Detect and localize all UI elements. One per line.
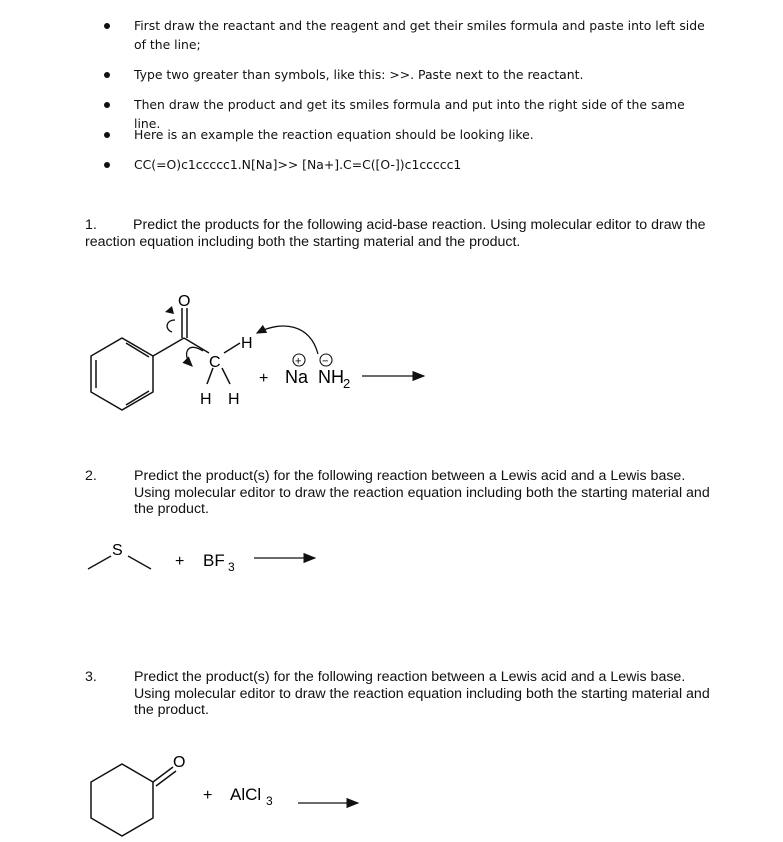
negative-charge: − — [322, 355, 329, 368]
reaction-diagram-1 — [0, 280, 783, 430]
oxygen-atom: O — [173, 754, 186, 771]
curved-arrow-icon — [165, 306, 174, 314]
curved-arrow-icon — [257, 326, 318, 354]
hydrogen-atom: H — [241, 335, 253, 352]
plus-sign: + — [203, 787, 213, 804]
instruction-text: Then draw the product and get its smiles formula and put into the right side of the same line. — [134, 97, 685, 131]
positive-charge: + — [295, 355, 302, 368]
plus-sign: + — [175, 553, 185, 570]
question-number: 2. — [85, 468, 97, 484]
subscript: 2 — [343, 376, 351, 391]
sodium-cation: Na — [285, 367, 309, 387]
question-1 — [85, 217, 725, 250]
bullet-icon — [104, 132, 110, 138]
instruction-text: Here is an example the reaction equation should be looking like. — [134, 127, 534, 142]
question-number: 1. — [85, 217, 97, 233]
amide-anion: NH — [318, 367, 344, 387]
bullet-icon — [104, 23, 110, 29]
subscript: 3 — [266, 794, 273, 808]
bullet-icon — [104, 72, 110, 78]
reaction-diagram-3 — [0, 745, 783, 842]
instruction-text: Type two greater than symbols, like this: >>. Paste next to the reactant. — [134, 67, 584, 82]
plus-sign: + — [259, 370, 269, 387]
carbon-atom: C — [209, 354, 221, 371]
question-text: Predict the products for the following acid-base reaction. Using molecular editor to draw the reaction equation including both the starting material and the product. — [85, 217, 706, 250]
hydrogen-atom: H — [200, 391, 212, 408]
oxygen-atom: O — [178, 293, 191, 310]
question-number: 3. — [85, 669, 97, 685]
instruction-text: First draw the reactant and the reagent and get their smiles formula and paste into left side of the line; — [134, 18, 705, 52]
question-text: Predict the product(s) for the following reaction between a Lewis acid and a Lewis base. Using molecular editor to draw the reaction equation including both the starting material and the product. — [134, 669, 710, 718]
reaction-diagram-2 — [0, 535, 783, 585]
hydrogen-atom: H — [228, 391, 240, 408]
bullet-icon — [104, 102, 110, 108]
aluminum-chloride: AlCl — [230, 785, 262, 804]
curved-arrow-icon — [167, 320, 175, 332]
sulfur-atom: S — [112, 542, 123, 559]
cyclohexanone-ring — [91, 764, 176, 836]
boron-trifluoride: BF — [203, 551, 225, 570]
subscript: 3 — [228, 560, 235, 574]
benzene-ring — [91, 338, 153, 410]
bullet-icon — [104, 162, 110, 168]
question-text: Predict the product(s) for the following reaction between a Lewis acid and a Lewis base. Using molecular editor to draw the reaction equation including both the starting material and the product. — [134, 468, 710, 517]
curved-arrow-icon — [187, 347, 203, 366]
example-smiles: CC(=O)c1ccccc1.N[Na]>> [Na+].C=C([O-])c1ccccc1 — [134, 157, 462, 172]
